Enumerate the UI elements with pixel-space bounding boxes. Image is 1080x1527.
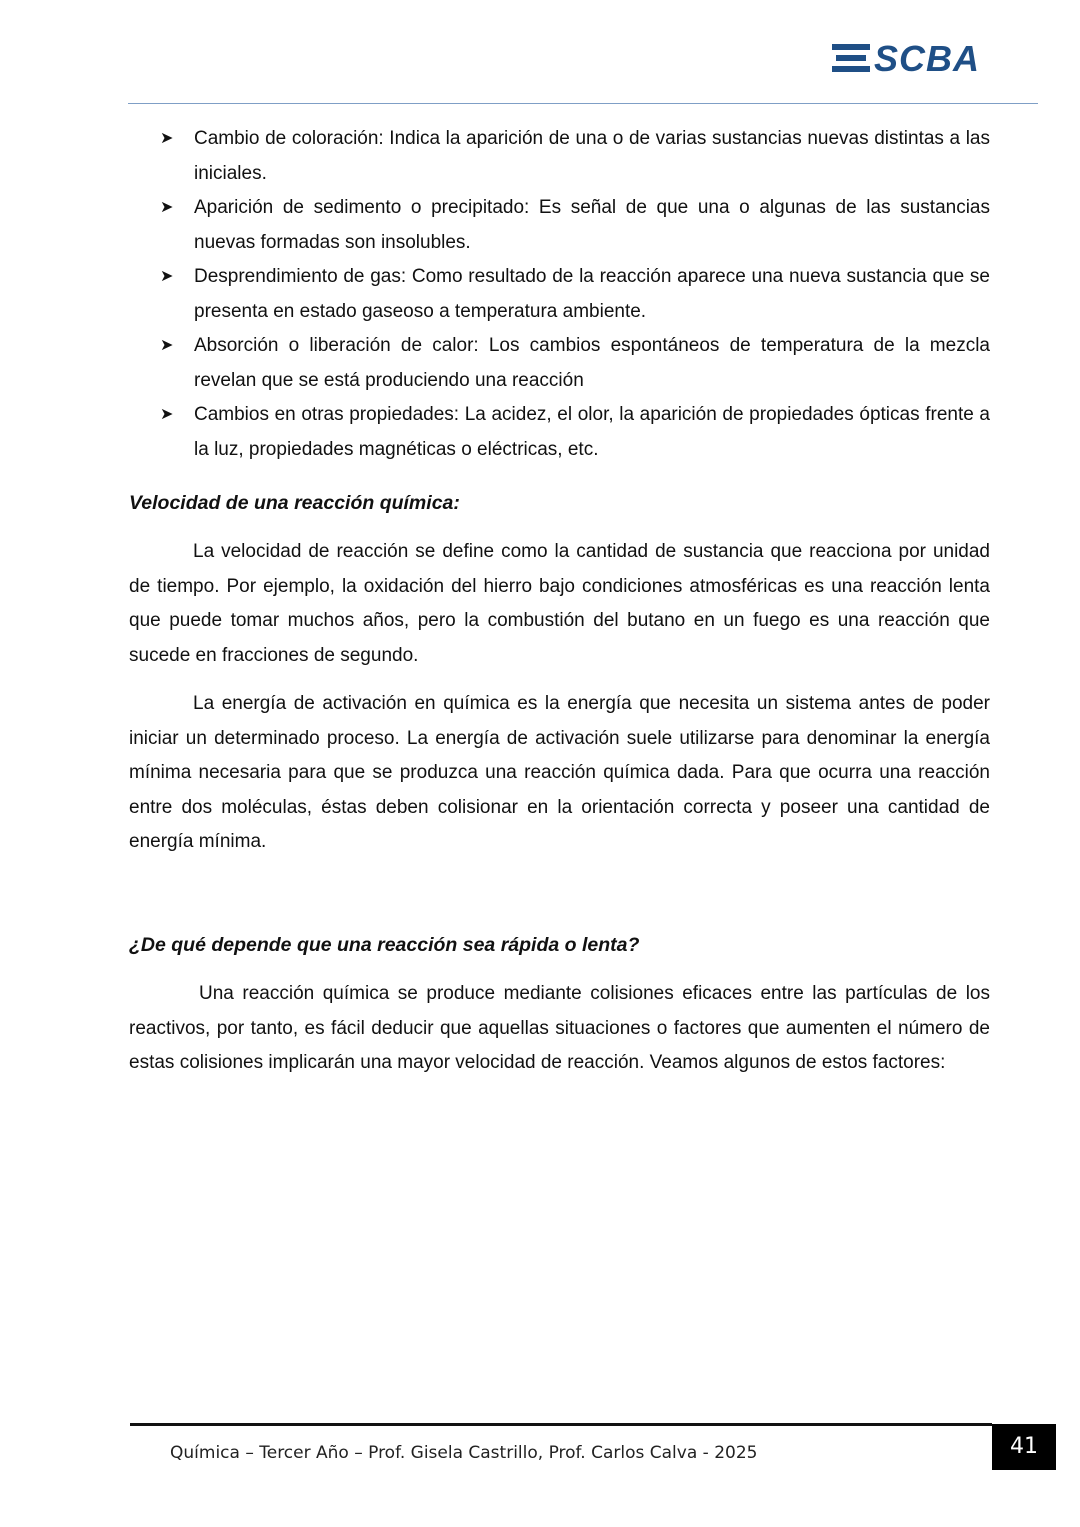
arrow-bullet-icon: ➤ [160, 406, 174, 423]
logo-text: SCBA [874, 38, 981, 78]
velocidad-heading: Velocidad de una reacción química: [129, 492, 460, 514]
list-item-text: Cambios en otras propiedades: La acidez, el olor, la aparición de propiedades ópticas frente a la luz, propiedades magnéticas o eléctricas, etc. [194, 404, 990, 460]
page-number: 41 [992, 1424, 1056, 1470]
list-item-text: Aparición de sedimento o precipitado: Es señal de que una o algunas de las sustancias nuevas formadas son insolubles. [194, 197, 990, 253]
escba-logo [828, 38, 1030, 78]
footer-credits: Química – Tercer Año – Prof. Gisela Castrillo, Prof. Carlos Calva - 2025 [170, 1443, 758, 1463]
list-item [160, 329, 990, 398]
velocidad-paragraph-2: La energía de activación en química es la energía que necesita un sistema antes de poder iniciar un determinado proceso. La energía de activación suele utilizarse para denominar la energía mínima necesaria para que se produzca una reacción química dada. Para que ocurra una reacción entre dos moléculas, éstas deben colisionar en la orientación correcta y poseer una cantidad de energía mínima. [129, 693, 990, 852]
depende-heading: ¿De qué depende que una reacción sea rápida o lenta? [129, 934, 640, 956]
list-item [160, 398, 990, 467]
logo-e-bars-icon [832, 44, 870, 72]
list-item [160, 260, 990, 329]
indicator-list [160, 122, 990, 467]
footer-divider [130, 1423, 992, 1426]
arrow-bullet-icon: ➤ [160, 199, 174, 216]
arrow-bullet-icon: ➤ [160, 268, 174, 285]
arrow-bullet-icon: ➤ [160, 130, 174, 147]
list-item [160, 122, 990, 191]
list-item-text: Absorción o liberación de calor: Los cambios espontáneos de temperatura de la mezcla revelan que se está produciendo una reacción [194, 335, 990, 391]
list-item-text: Cambio de coloración: Indica la aparición de una o de varias sustancias nuevas distintas a las iniciales. [194, 128, 990, 184]
velocidad-paragraph-1: La velocidad de reacción se define como la cantidad de sustancia que reacciona por unidad de tiempo. Por ejemplo, la oxidación del hierro bajo condiciones atmosféricas es una reacción lenta que puede tomar muchos años, pero la combustión del butano en un fuego es una reacción que sucede en fracciones de segundo. [129, 541, 990, 666]
header-divider [128, 103, 1038, 104]
arrow-bullet-icon: ➤ [160, 337, 174, 354]
depende-paragraph-1: Una reacción química se produce mediante colisiones eficaces entre las partículas de los reactivos, por tanto, es fácil deducir que aquellas situaciones o factores que aumenten el número de estas colisiones implicarán una mayor velocidad de reacción. Veamos algunos de estos factores: [129, 983, 990, 1073]
list-item [160, 191, 990, 260]
list-item-text: Desprendimiento de gas: Como resultado de la reacción aparece una nueva sustancia que se presenta en estado gaseoso a temperatura ambiente. [194, 266, 990, 322]
